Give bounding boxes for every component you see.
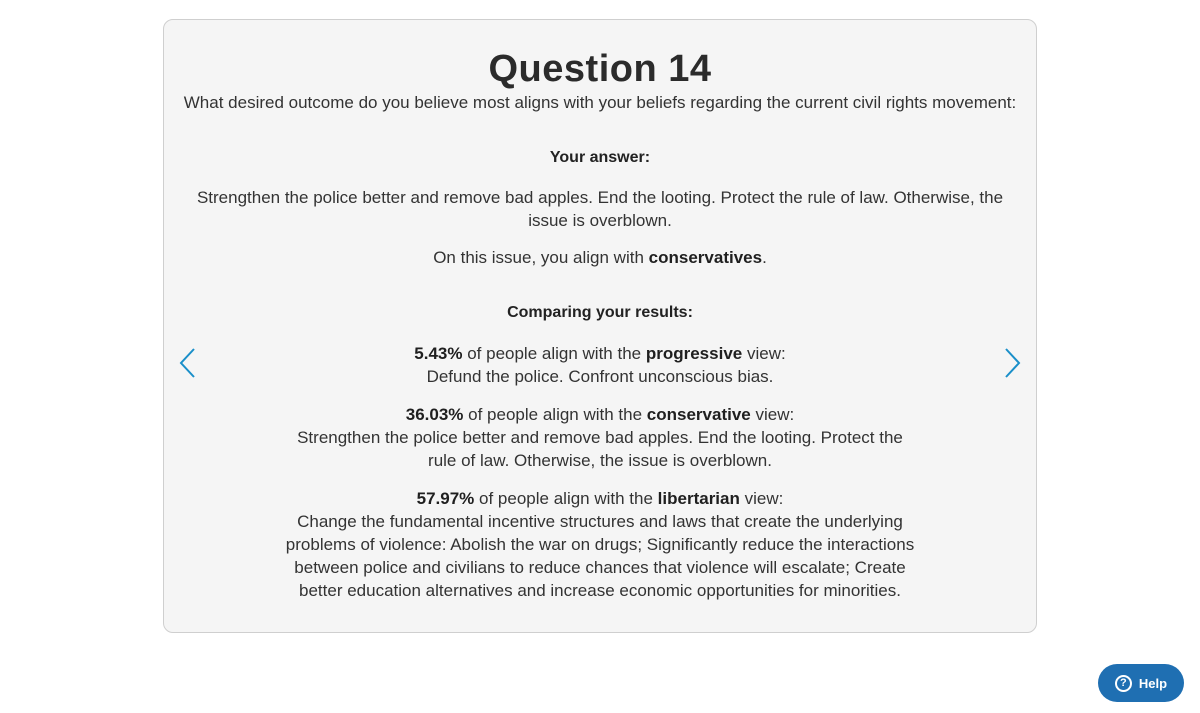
your-answer-heading: Your answer: <box>549 149 651 166</box>
question-text: What desired outcome do you believe most aligns with your beliefs regarding the current civil rights movement: <box>183 93 1017 112</box>
result-summary <box>264 342 936 365</box>
result-description: Defund the police. Confront unconscious bias. <box>426 367 774 386</box>
result-view: libertarian <box>657 489 740 508</box>
result-libertarian <box>274 487 926 602</box>
result-summary <box>274 487 926 510</box>
alignment-suffix: . <box>762 248 767 267</box>
alignment-group: conservatives <box>648 248 763 267</box>
result-middle: of people align with the <box>462 344 646 363</box>
question-title: Question 14 <box>488 48 712 90</box>
comparing-heading: Comparing your results: <box>507 304 693 321</box>
help-button[interactable] <box>1098 664 1184 702</box>
result-progressive <box>264 342 936 388</box>
result-middle: of people align with the <box>463 405 647 424</box>
result-percent: 36.03% <box>405 405 464 424</box>
previous-question-button[interactable] <box>173 345 203 381</box>
next-question-button[interactable] <box>997 345 1027 381</box>
result-suffix: view: <box>742 344 786 363</box>
question-mark-icon: ? <box>1115 675 1132 692</box>
result-suffix: view: <box>739 489 784 508</box>
result-description: Strengthen the police better and remove bad apples. End the looting. Protect the rule of law. Otherwise, the issue is overblown. <box>297 428 903 470</box>
chevron-right-icon <box>997 345 1027 381</box>
alignment-statement <box>164 248 1036 268</box>
result-percent: 57.97% <box>416 489 475 508</box>
question-card <box>163 19 1037 633</box>
alignment-prefix: On this issue, you align with <box>433 248 649 267</box>
result-conservative <box>284 403 916 472</box>
help-label: Help <box>1138 675 1168 691</box>
result-view: conservative <box>646 405 751 424</box>
result-summary <box>284 403 916 426</box>
result-description: Change the fundamental incentive structures and laws that create the underlying problems of violence: Abolish the war on drugs; Significantly reduce the interactions between police and civilians to reduce chances that violence will escalate; Create better education alternatives and increase economic opportunities for minorities. <box>285 512 915 600</box>
result-view: progressive <box>645 344 743 363</box>
your-answer-text: Strengthen the police better and remove bad apples. End the looting. Protect the rule of law. Otherwise, the issue is overblown. <box>196 188 1004 230</box>
result-suffix: view: <box>750 405 795 424</box>
chevron-left-icon <box>173 345 203 381</box>
result-percent: 5.43% <box>414 344 463 363</box>
result-middle: of people align with the <box>474 489 658 508</box>
